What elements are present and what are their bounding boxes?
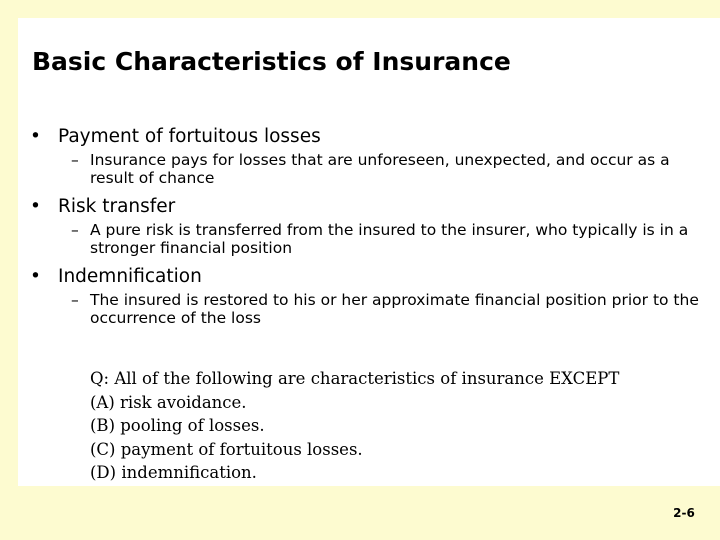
sub-bullet-dash: – [71, 151, 79, 169]
bullet-item [18, 126, 720, 148]
sub-bullet-dash: – [71, 291, 79, 309]
bullet-dot: • [30, 196, 41, 217]
bullet-dot: • [30, 266, 41, 287]
sub-bullet-item [18, 291, 720, 327]
bullet-group [18, 196, 720, 257]
bullet-group [18, 126, 720, 187]
answer-option: (D) indemnification. [90, 463, 257, 482]
bullet-label: Payment of fortuitous losses [58, 126, 321, 147]
sub-bullet-text: Insurance pays for losses that are unforeseen, unexpected, and occur as a result of chance [90, 151, 670, 187]
bullet-dot: • [30, 126, 41, 147]
slide-title: Basic Characteristics of Insurance [32, 47, 511, 76]
bullet-label: Risk transfer [58, 196, 176, 217]
sub-bullet-text: A pure risk is transferred from the insured to the insurer, who typically is in a stronger financial position [90, 221, 689, 257]
bullet-group [18, 266, 720, 327]
bullet-item [18, 266, 720, 288]
sub-bullet-text: The insured is restored to his or her approximate financial position prior to the occurrence of the loss [90, 291, 699, 327]
slide-content-area [18, 18, 720, 486]
bullet-item [18, 196, 720, 218]
question-block [90, 367, 619, 485]
bullet-list [18, 126, 720, 329]
question-prompt: Q: All of the following are characteristics of insurance EXCEPT [90, 369, 620, 388]
bullet-label: Indemnification [58, 266, 202, 287]
answer-option: (C) payment of fortuitous losses. [90, 439, 363, 459]
sub-bullet-item [18, 151, 720, 187]
answer-option: (B) pooling of losses. [90, 416, 265, 435]
sub-bullet-dash: – [71, 221, 79, 239]
sub-bullet-item [18, 221, 720, 257]
page-number: 2-6 [648, 486, 720, 540]
answer-option: (A) risk avoidance. [90, 392, 247, 412]
